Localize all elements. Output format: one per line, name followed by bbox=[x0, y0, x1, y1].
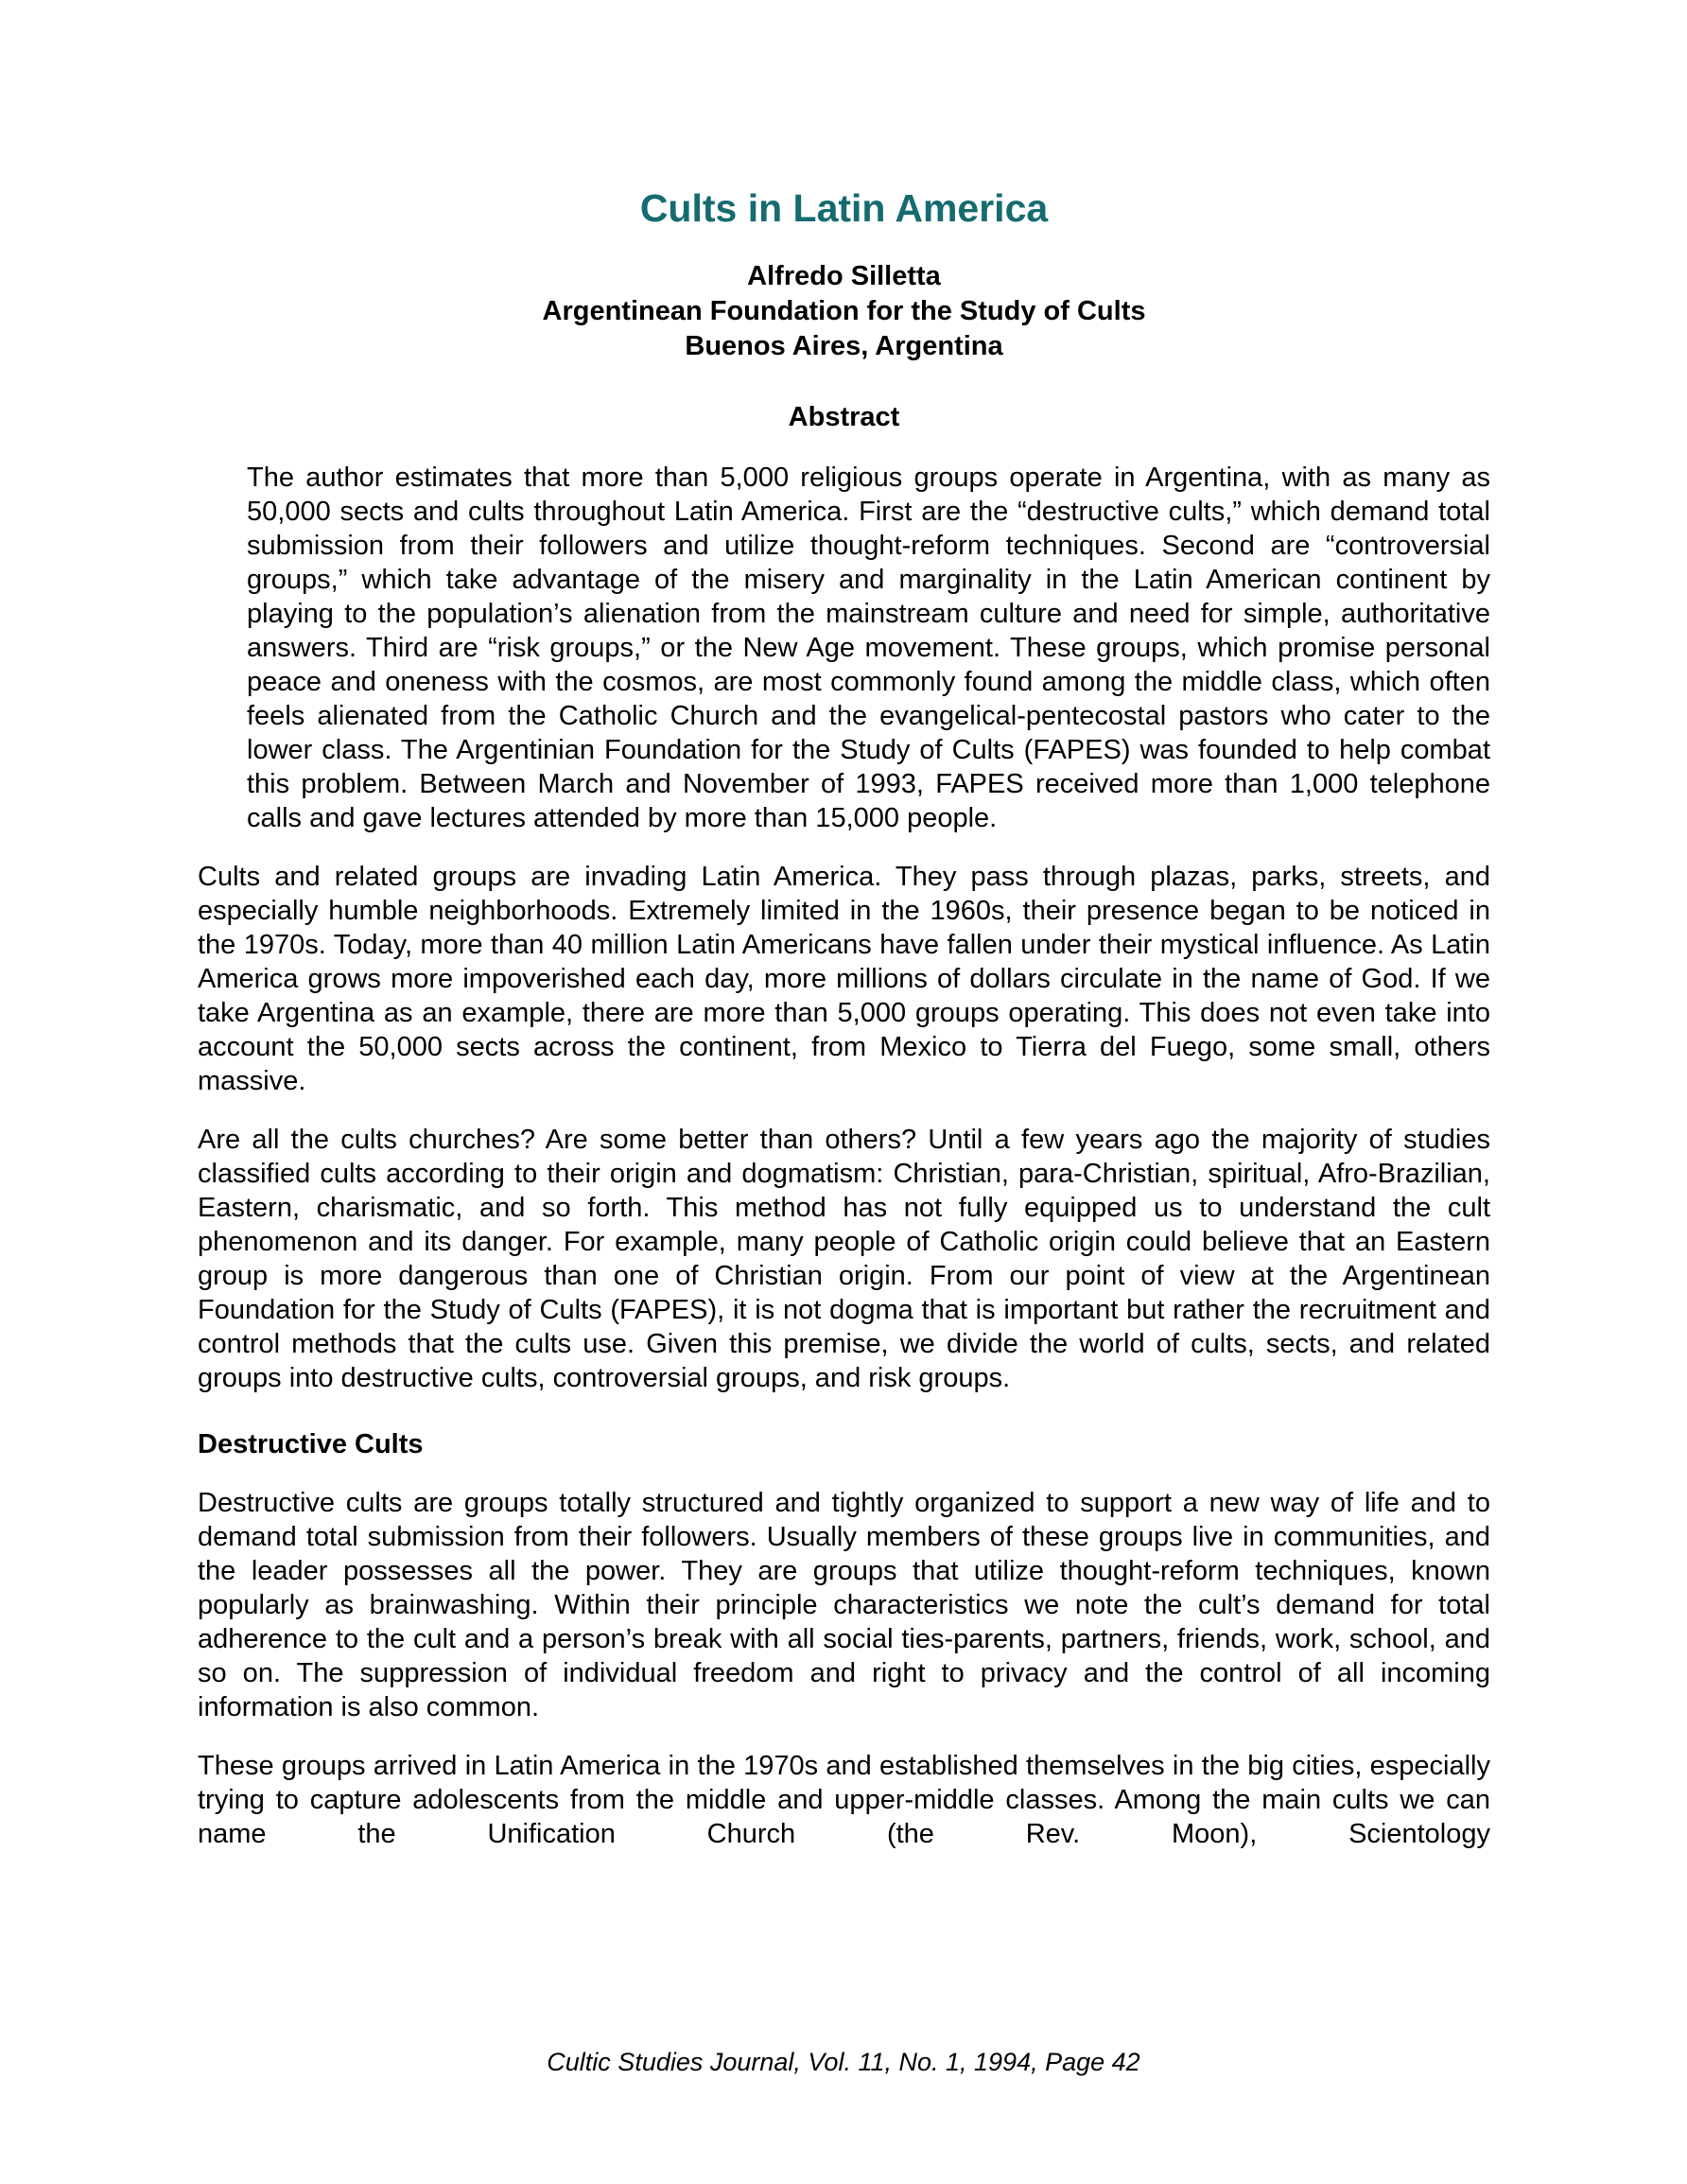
abstract-paragraph: The author estimates that more than 5,000 religious groups operate in Argentina, with as many as 50,000 sects and cults throughout Latin America. First are the “destructive cults,” which demand total submission from their followers and utilize thought-reform techniques. Second are “controversial groups,” which take advantage of the misery and marginality in the Latin American continent by playing to the population’s alienation from the mainstream culture and need for simple, authoritative answers. Third are “risk groups,” or the New Age movement. These groups, which promise personal peace and oneness with the cosmos, are most commonly found among the middle class, which often feels alienated from the Catholic Church and the evangelical-pentecostal pastors who cater to the lower class. The Argentinian Foundation for the Study of Cults (FAPES) was founded to help combat this problem. Between March and November of 1993, FAPES received more than 1,000 telephone calls and gave lectures attended by more than 15,000 people. bbox=[247, 463, 1490, 833]
body-paragraph-1: Cults and related groups are invading Latin America. They pass through plazas, parks, streets, and especially humble neighborhoods. Extremely limited in the 1960s, their presence began to be noticed in the 1970s. Today, more than 40 million Latin Americans have fallen under their mystical influence. As Latin America grows more impoverished each day, more millions of dollars circulate in the name of God. If we take Argentina as an example, there are more than 5,000 groups operating. This does not even take into account the 50,000 sects across the continent, from Mexico to Tierra del Fuego, some small, others massive. bbox=[198, 862, 1490, 1096]
section-heading-destructive-cults: Destructive Cults bbox=[198, 1429, 424, 1459]
section-paragraph-2: These groups arrived in Latin America in the 1970s and established themselves in the big cities, especially trying to capture adolescents from the middle and upper-middle classes. Among the main cults we can name the Unification Church (the Rev. Moon), Scientology bbox=[198, 1751, 1490, 1849]
author-location: Buenos Aires, Argentina bbox=[685, 331, 1003, 361]
article-content bbox=[198, 185, 1490, 1851]
page-footer: Cultic Studies Journal, Vol. 11, No. 1, 1994, Page 42 bbox=[547, 2048, 1140, 2076]
byline-block bbox=[198, 259, 1490, 364]
section-paragraph-1: Destructive cults are groups totally structured and tightly organized to support a new way of life and to demand total submission from their followers. Usually members of these groups live in communities, and the leader possesses all the power. They are groups that utilize thought-reform techniques, known popularly as brainwashing. Within their principle characteristics we note the cult’s demand for total adherence to the cult and a person’s break with all social ties-parents, partners, friends, work, school, and so on. The suppression of individual freedom and right to privacy and the control of all incoming information is also common. bbox=[198, 1488, 1490, 1722]
abstract-heading: Abstract bbox=[788, 402, 900, 432]
article-title: Cults in Latin America bbox=[639, 186, 1049, 230]
author-affiliation: Argentinean Foundation for the Study of Cults bbox=[542, 296, 1146, 326]
author-name: Alfredo Silletta bbox=[747, 261, 941, 291]
body-paragraph-2: Are all the cults churches? Are some better than others? Until a few years ago the majority of studies classified cults according to their origin and dogmatism: Christian, para-Christian, spiritual, Afro-Brazilian, Eastern, charismatic, and so forth. This method has not fully equipped us to understand the cult phenomenon and its danger. For example, many people of Catholic origin could believe that an Eastern group is more dangerous than one of Christian origin. From our point of view at the Argentinean Foundation for the Study of Cults (FAPES), it is not dogma that is important but rather the recruitment and control methods that the cults use. Given this premise, we divide the world of cults, sects, and related groups into destructive cults, controversial groups, and risk groups. bbox=[198, 1125, 1490, 1393]
